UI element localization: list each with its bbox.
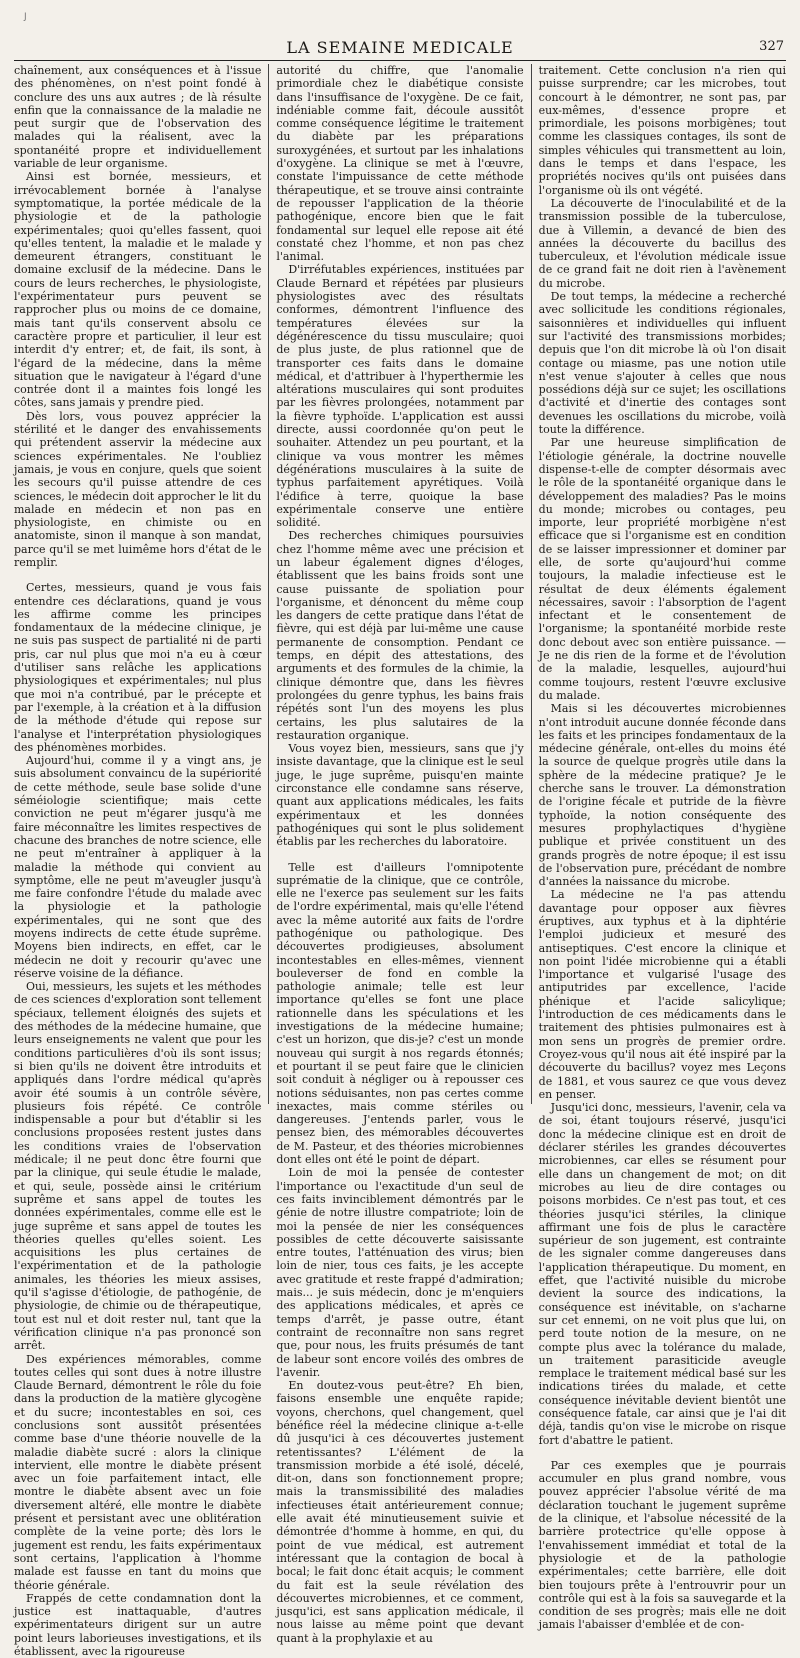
header-rule <box>14 60 786 61</box>
journal-title: LA SEMAINE MEDICALE <box>286 38 514 57</box>
page-number: 327 <box>759 39 784 54</box>
paragraph: Par ces exemples que je pourrais accumuler en plus grand nombre, vous pouvez apprécier l'absolue vérité de ma déclaration touchant le jugement suprême de la clinique, et l'absolue nécessité de la barrière protectrice qu'elle oppose à l'envahissement immédiat et total de la physiologie et de la pathologie expérimentales; cette barrière, elle doit bien toujours prête à l'entrouvrir pour un contrôle qui est à la fois sa sauvegarde et la condition de ses progrès; mais elle ne doit jamais l'abaisser d'emblée et de con- <box>538 1458 787 1632</box>
paragraph: De tout temps, la médecine a recherché avec sollicitude les conditions régionales, saisonnières et individuelles qui influent sur l'activité des transmissions morbides; depuis que l'on dit microbe là où l'on disait contage ou miasme, pas une notion utile n'est venue s'ajouter à celles que nous possédions déjà sur ce sujet; les oscillations d'activité et d'inertie des contages sont devenues les oscillations du microbe, voilà toute la différence. <box>538 290 787 437</box>
paragraph: D'irréfutables expériences, instituées par Claude Bernard et répétées par plusieurs physiologistes avec des résultats conformes, démontrent l'influence des températures élevées sur la dégénérescence du tissu musculaire; quoi de plus juste, de plus rationnel que de transporter ces faits dans le domaine médical, et d'attribuer à l'hyperthermie les altérations musculaires qui sont produites par les fièvres prolongées, notamment par la fièvre typhoïde. L'application est aussi directe, aussi coordonnée qu'on peut le souhaiter. Attendez un peu pourtant, et la clinique va vous montrer les mêmes dégénérations musculaires à la suite de typhus parfaitement apyrétiques. Voilà l'édifice à terre, quoique la base expérimentale conserve une entière solidité. <box>276 263 524 530</box>
paragraph: Aujourd'hui, comme il y a vingt ans, je suis absolument convaincu de la supériorité de cette méthode, seule base solide d'une séméiologie scientifique; mais cette conviction ne peut m'égarer jusqu'à me faire méconnaître les limites respectives de chacune des branches de notre science, elle ne peut m'entraîner à appliquer à la maladie la méthode qui convient au symptôme, elle ne peut m'aveugler jusqu'à me faire confondre l'étude du malade avec la physiologie et la pathologie expérimentales, qui ne sont que des moyens indirects de cette étude suprême. Moyens bien indirects, en effet, car le médecin ne doit y recourir qu'avec une réserve voisine de la défiance. <box>14 754 262 980</box>
paragraph: En doutez-vous peut-être? Eh bien, faisons ensemble une enquête rapide; voyons, cherchons, quel changement, quel bénéfice réel la médecine clinique a-t-elle dû jusqu'ici à ces découvertes justement retentissantes? L'élément de la transmission morbide a été isolé, décelé, dit-on, dans son fonctionnement propre; mais la transmissibilité des maladies infectieuses était antérieurement connue; elle avait été minutieusement suivie et démontrée d'homme à homme, en qui, du point de vue médical, est autrement intéressant que la contagion de bocal à bocal; le fait donc était acquis; le comment du fait est la seule révélation des découvertes microbiennes, et ce comment, jusqu'ici, est sans application médicale, il nous laisse au même point que devant quant à la prophylaxie et au <box>276 1379 524 1645</box>
paragraph: La médecine ne l'a pas attendu davantage pour opposer aux fièvres éruptives, aux typhus et à la diphtérie l'emploi judicieux et mesuré des antiseptiques. C'est encore la clinique et non point l'idée microbienne qui a établi l'importance et vulgarisé l'usage des antiputrides par excellence, l'acide phénique et l'acide salicylique; l'introduction de ces médicaments dans le traitement des phtisies pulmonaires est à mon sens un progrès de premier ordre. Croyez-vous qu'il nous ait été inspiré par la découverte du bacillus? voyez mes Leçons de 1881, et vous saurez ce que vous devez en penser. <box>538 888 787 1101</box>
paragraph: chaînement, aux conséquences et à l'issue des phénomènes, on n'est point fondé à conclure des uns aux autres ; de là résulte enfin que la connaissance de la maladie ne peut surgir que de l'observation des malades qui la réalisent, avec la spontanéité propre et individuellement variable de leur organisme. <box>14 64 262 171</box>
paragraph: Telle est d'ailleurs l'omnipotente suprématie de la clinique, que ce contrôle, elle ne l'exerce pas seulement sur les faits de l'ordre expérimental, mais qu'elle l'étend avec la même autorité aux faits de l'ordre pathogénique ou pathologique. Des découvertes prodigieuses, absolument incontestables en elles-mêmes, viennent bouleverser de fond en comble la pathologie animale; telle est leur importance qu'elles se font une place rationnelle dans les spéculations et les investigations de la médecine humaine; c'est un horizon, que dis-je? c'est un monde nouveau qui surgit à nos regards étonnés; et pourtant il se peut faire que le clinicien soit conduit à négliger ou à repousser ces notions séduisantes, non pas certes comme inexactes, mais comme stériles ou dangereuses. J'entends parler, vous le pensez bien, des mémorables découvertes de M. Pasteur, et des théories microbiennes dont elles ont été le point de départ. <box>276 860 524 1167</box>
corner-mark: J <box>24 12 27 22</box>
paragraph: Loin de moi la pensée de contester l'importance ou l'exactitude d'un seul de ces faits invinciblement démontrés par le génie de notre illustre compatriote; loin de moi la pensée de nier les conséquences possibles de cette découverte saisissante entre toutes, l'atténuation des virus; bien loin de nier, tous ces faits, je les accepte avec gratitude et reste frappé d'admiration; mais... je suis médecin, donc je m'enquiers des applications médicales, et après ce temps d'arrêt, je passe outre, étant contraint de reconnaître non sans regret que, pour nous, les fruits présumés de tant de labeur sont encore voilés des ombres de l'avenir. <box>276 1166 524 1379</box>
paragraph: Ainsi est bornée, messieurs, et irrévocablement bornée à l'analyse symptomatique, la portée médicale de la physiologie et de la pathologie expérimentales; quoi qu'elles fassent, quoi qu'elles tentent, la maladie et le malade y demeurent étrangers, constituant le domaine exclusif de la médecine. Dans le cours de leurs recherches, le physiologiste, l'expérimentateur purs peuvent se rapprocher plus ou moins de ce domaine, mais tant qu'ils conservent absolu ce caractère propre et particulier, il leur est interdit d'y entrer; et, de fait, ils sont, à l'égard de la médecine, dans la même situation que le navigateur à l'égard d'une contrée dont il a maintes fois longé les côtes, sans jamais y prendre pied. <box>14 170 262 410</box>
column-3 <box>538 64 787 1632</box>
paragraph: Oui, messieurs, les sujets et les méthodes de ces sciences d'exploration sont tellement spéciaux, tellement éloignés des sujets et des méthodes de la médecine humaine, que leurs enseignements ne valent que pour les conditions particulières d'où ils sont issus; si bien qu'ils ne doivent être introduits et appliqués dans l'ordre médical qu'après avoir été soumis à un contrôle sévère, plusieurs fois répété. Ce contrôle indispensable a pour but d'établir si les conclusions proposées restent justes dans les conditions vraies de l'observation médicale; il ne peut donc être fourni que par la clinique, qui seule étudie le malade, et qui, seule, possède ainsi le critérium suprême et sans appel de toutes les données expérimentales, comme elle est le juge suprême et sans appel de toutes les théories quelles qu'elles soient. Les acquisitions les plus certaines de l'expérimentation et de la pathologie animales, les théories les mieux assises, qu'il s'agisse d'étiologie, de pathogénie, de physiologie, de chimie ou de thérapeutique, tout est nul et doit rester nul, tant que la vérification clinique n'a pas prononcé son arrêt. <box>14 980 262 1353</box>
column-divider <box>268 64 269 1104</box>
paragraph: Jusqu'ici donc, messieurs, l'avenir, cela va de soi, étant toujours réservé, jusqu'ici donc la médecine clinique est en droit de déclarer stériles les grandes découvertes microbiennes, car elles se résument pour elle dans un changement de mot; on dit microbes au lieu de dire contages ou poisons morbides. Ce n'est pas tout, et ces théories jusqu'ici stériles, la clinique affirmant une fois de plus le caractère supérieur de son jugement, est contrainte de les signaler comme dangereuses dans l'application thérapeutique. Du moment, en effet, que l'activité nuisible du microbe devient la source des indications, la conséquence est inévitable, on s'acharne sur cet ennemi, on ne voit plus que lui, on perd toute notion de la mesure, on ne compte plus avec la tolérance du malade, un traitement parasiticide aveugle remplace le traitement médical basé sur les indications tirées du malade, et cette conséquence inévitable devient bientôt une conséquence fatale, car ainsi que je l'ai dit déjà, tandis qu'on vise le microbe on risque fort d'abattre le patient. <box>538 1101 787 1447</box>
paragraph: Vous voyez bien, messieurs, sans que j'y insiste davantage, que la clinique est le seul juge, le juge suprême, puisqu'en mainte circonstance elle condamne sans réserve, quant aux applications médicales, les faits expérimentaux et les données pathogéniques qui sont le plus solidement établis par les recherches du laboratoire. <box>276 742 524 849</box>
paragraph: Certes, messieurs, quand je vous fais entendre ces déclarations, quand je vous les affirme comme les principes fondamentaux de la médecine clinique, je ne suis pas suspect de partialité ni de parti pris, car nul plus que moi n'a eu à cœur d'utiliser sans relâche les applications physiologiques et expérimentales; nul plus que moi n'a contribué, par le précepte et par l'exemple, à la création et à la diffusion de la méthode d'étude qui repose sur l'analyse et l'interprétation physiologiques des phénomènes morbides. <box>14 581 262 754</box>
paragraph: Des recherches chimiques poursuivies chez l'homme même avec une précision et un labeur également dignes d'éloges, établissent que les bains froids sont une cause puissante de spoliation pour l'organisme, et dénoncent du même coup les dangers de cette pratique dans l'état de fièvre, qui est déjà par lui-même une cause permanente de consomption. Pendant ce temps, en dépit des attestations, des arguments et des formules de la chimie, la clinique démontre que, dans les fièvres prolongées du genre typhus, les bains frais répétés sont l'un des moyens les plus certains, les plus salutaires de la restauration organique. <box>276 529 524 742</box>
paragraph: Frappés de cette condamnation dont la justice est inattaquable, d'autres expérimentateurs dirigent sur un autre point leurs laborieuses investigations, et ils établissent, avec la rigoureuse <box>14 1591 262 1658</box>
paragraph: La découverte de l'inoculabilité et de la transmission possible de la tuberculose, due à Villemin, a devancé de bien des années la découverte du bacillus des tuberculeux, et l'évolution médicale issue de ce grand fait ne doit rien à l'avènement du microbe. <box>538 196 787 290</box>
paragraph: Par une heureuse simplification de l'étiologie générale, la doctrine nouvelle dispense-t-elle de compter désormais avec le rôle de la spontanéité organique dans le développement des maladies? Pas le moins du monde; microbes ou contages, peu importe, leur propriété morbigène n'est efficace que si l'organisme est en condition de se laisser impressionner et dominer par elle, de sorte qu'aujourd'hui comme toujours, la maladie infectieuse est le résultat de deux éléments également nécessaires, savoir : l'absorption de l'agent infectant et le consentement de l'organisme; la spontanéité morbide reste donc debout avec son entière puissance. — Je ne dis rien de la forme et de l'évolution de la maladie, lesquelles, aujourd'hui comme toujours, restent l'œuvre exclusive du malade. <box>538 436 787 702</box>
column-divider <box>531 64 532 1104</box>
column-2 <box>276 64 524 1645</box>
column-1 <box>14 64 262 1658</box>
paragraph: autorité du chiffre, que l'anomalie primordiale chez le diabétique consiste dans l'insuffisance de l'oxygène. De ce fait, indéniable comme fait, découle aussitôt comme conséquence légitime le traitement du diabète par les préparations suroxygénées, et surtout par les inhalations d'oxygène. La clinique se met à l'œuvre, constate l'impuissance de cette méthode thérapeutique, et se trouve ainsi contrainte de repousser l'application de la théorie pathogénique, encore bien que le fait fondamental sur lequel elle repose ait été constaté chez l'homme, et non pas chez l'animal. <box>276 64 524 264</box>
page-header <box>14 12 786 58</box>
paragraph: Des expériences mémorables, comme toutes celles qui sont dues à notre illustre Claude Bernard, démontrent le rôle du foie dans la production de la matière glycogène et du sucre; incontestables en soi, ces conclusions sont aussitôt présentées comme base d'une théorie nouvelle de la maladie diabète sucré : alors la clinique intervient, elle montre le diabète présent avec un foie parfaitement intact, elle montre le diabète absent avec un foie diversement altéré, elle montre le diabète présent et persistant avec une oblitération complète de la veine porte; dès lors le jugement est rendu, les faits expérimentaux sont certains, l'application à l'homme malade est fausse en tant du moins que théorie générale. <box>14 1352 262 1592</box>
paragraph: Dès lors, vous pouvez apprécier la stérilité et le danger des envahissements qui prétendent asservir la médecine aux sciences expérimentales. Ne l'oubliez jamais, je vous en conjure, quels que soient les secours qu'il puisse attendre de ces sciences, le médecin doit approcher le lit du malade en médecin et non pas en physiologiste, en chimiste ou en anatomiste, sinon il manque à son mandat, parce qu'il se met luimême hors d'état de le remplir. <box>14 409 262 569</box>
paragraph: Mais si les découvertes microbiennes n'ont introduit aucune donnée féconde dans les faits et les principes fondamentaux de la médecine générale, ont-elles du moins été la source de quelque progrès utile dans la sphère de la médecine pratique? Je le cherche sans le trouver. La démonstration de l'origine fécale et putride de la fièvre typhoïde, la notion conséquente des mesures prophylactiques d'hygiène publique et privée constituent un des grands progrès de notre époque; il est issu de l'observation pure, précédant de nombre d'années la naissance du microbe. <box>538 702 787 889</box>
text-columns <box>14 64 787 1658</box>
paragraph: traitement. Cette conclusion n'a rien qui puisse surprendre; car les microbes, tout concourt à le démontrer, ne sont pas, par eux-mêmes, d'essence propre et primordiale, les poisons morbigènes; tout comme les classiques contages, ils sont de simples véhicules qui transmettent au loin, dans le temps et dans l'espace, les propriétés nocives qu'ils ont puisées dans l'organisme où ils ont végété. <box>538 64 787 197</box>
